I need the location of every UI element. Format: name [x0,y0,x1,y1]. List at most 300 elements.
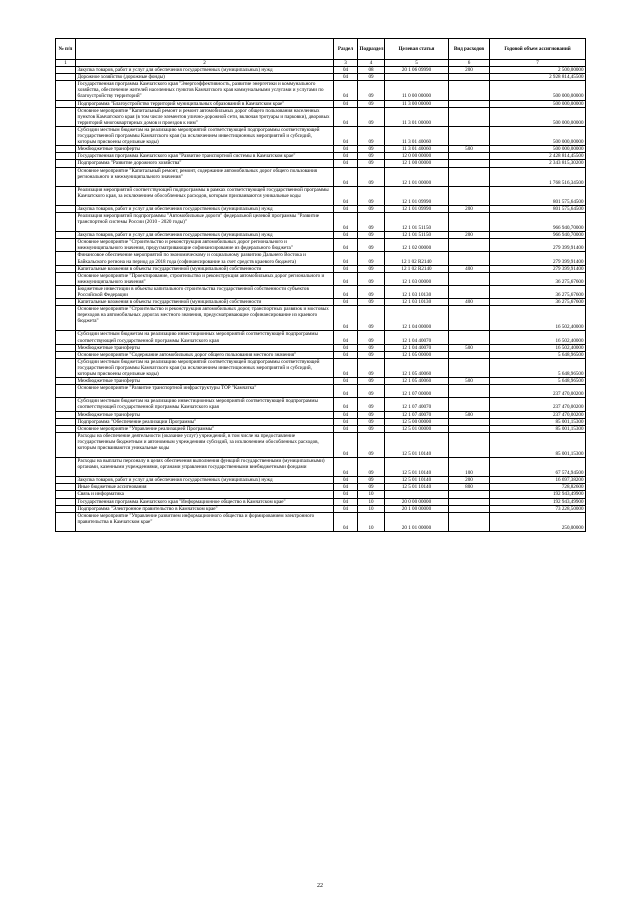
table-row [56,484,586,491]
num-cell [56,351,76,358]
row-amount: 500 000,00000 [490,146,586,153]
num-cell [56,512,76,531]
row-podrazdel: 09 [358,484,385,491]
row-expense-type [449,385,490,398]
num-cell [56,205,76,212]
table-row [56,331,586,344]
column-number: 3 [334,60,358,67]
row-target-item: 12 1 07 40070 [385,411,449,418]
header-razdel: Раздел [334,39,358,60]
row-amount: 279 399,91400 [490,239,586,252]
row-amount: 1 768 516,34500 [490,167,586,186]
header-expense-type: Вид расходов [449,39,490,60]
row-amount: 36 275,67600 [490,285,586,298]
row-podrazdel: 09 [358,344,385,351]
row-target-item: 12 1 01 09990 [385,205,449,212]
num-cell [56,126,76,145]
table-row [56,418,586,425]
row-amount: 966 940,70000 [490,232,586,239]
row-name: Субсидии местным бюджетам на реализацию инвестиционных мероприятий соответствующей подпрограммы соответствующей государственной программы Камчатского края [76,398,334,411]
row-target-item: 12 1 00 00000 [385,160,449,167]
row-amount: 966 940,70000 [490,212,586,231]
num-cell [56,252,76,265]
row-podrazdel: 09 [358,385,385,398]
row-expense-type: 200 [449,67,490,74]
row-razdel: 04 [334,100,358,107]
row-name: Подпрограмма "Электронное правительство в Камчатском крае" [76,505,334,512]
row-razdel: 04 [334,385,358,398]
row-amount: 67 574,94500 [490,458,586,477]
row-name: Государственная программа Камчатского края "Энергоэффективность, развитие энергетики и коммунального хозяйства, обеспечение жителей населенных пунктов Камчатского края коммунальными услугами и услугами по благоустройству территорий" [76,81,334,100]
row-razdel: 04 [334,498,358,505]
row-expense-type [449,74,490,81]
row-podrazdel: 09 [358,425,385,432]
row-target-item: 12 1 03 10130 [385,285,449,298]
row-name: Иные бюджетные ассигнования [76,484,334,491]
column-number-row [56,60,586,67]
num-cell [56,81,76,100]
row-target-item: 12 1 02 R2140 [385,252,449,265]
row-amount: 36 275,67600 [490,299,586,306]
row-name: Основное мероприятие "Проектирование, строительство и реконструкция автомобильных дорог регионального и межмуниципального значения" [76,272,334,285]
column-number: 4 [358,60,385,67]
row-target-item: 20 1 06 09990 [385,67,449,74]
row-name: Межбюджетные трансферты [76,378,334,385]
num-cell [56,458,76,477]
row-razdel: 04 [334,126,358,145]
row-expense-type [449,272,490,285]
row-razdel: 04 [334,425,358,432]
row-name: Расходы на обеспечение деятельности (оказание услуг) учреждений, в том числе на предоставление государственным бюджетным и автономным учреждениям субсидий, за исключением обособленных расходов, которым присваиваются уникальные коды [76,432,334,457]
column-number: 5 [385,60,449,67]
row-razdel: 04 [334,74,358,81]
table-row [56,107,586,126]
row-amount: 2 928 814,45500 [490,74,586,81]
row-podrazdel: 09 [358,146,385,153]
row-razdel: 04 [334,205,358,212]
row-expense-type [449,425,490,432]
row-expense-type [449,512,490,531]
row-amount: 279 399,91400 [490,252,586,265]
row-target-item: 12 1 03 10130 [385,299,449,306]
row-target-item: 20 0 00 00000 [385,498,449,505]
row-razdel: 04 [334,351,358,358]
row-amount: 2 500,00000 [490,67,586,74]
row-amount: 16 502,40000 [490,306,586,331]
row-amount: 5 648,96500 [490,358,586,377]
table-row [56,146,586,153]
row-podrazdel: 09 [358,153,385,160]
row-podrazdel: 08 [358,67,385,74]
row-podrazdel: 09 [358,398,385,411]
table-row [56,205,586,212]
table-row [56,351,586,358]
row-amount: 801 575,64500 [490,205,586,212]
row-name: Основное мероприятие "Управление реализацией Программы" [76,425,334,432]
row-target-item: 12 1 04 00000 [385,306,449,331]
row-podrazdel: 09 [358,351,385,358]
row-amount: 16 502,40000 [490,344,586,351]
row-target-item: 12 5 01 10140 [385,458,449,477]
table-row [56,512,586,531]
row-razdel: 04 [334,107,358,126]
row-target-item: 11 3 01 40060 [385,146,449,153]
num-cell [56,146,76,153]
num-cell [56,505,76,512]
row-podrazdel: 09 [358,306,385,331]
row-podrazdel: 09 [358,205,385,212]
row-name: Субсидии местным бюджетам на реализацию инвестиционных мероприятий соответствующей подпрограммы соответствующей государственной программы Камчатского края [76,331,334,344]
row-amount: 73 228,50000 [490,505,586,512]
row-name: Закупка товаров, работ и услуг для обеспечения государственных (муниципальных) нужд [76,67,334,74]
row-expense-type [449,432,490,457]
table-row [56,160,586,167]
row-podrazdel: 09 [358,411,385,418]
num-cell [56,491,76,498]
row-name: Основное мероприятие "Содержание автомобильных дорог общего пользования местного значения" [76,351,334,358]
table-row [56,265,586,272]
row-expense-type [449,160,490,167]
row-podrazdel: 09 [358,74,385,81]
row-expense-type [449,167,490,186]
row-target-item: 12 1 04 40070 [385,331,449,344]
row-podrazdel: 09 [358,272,385,285]
row-razdel: 04 [334,477,358,484]
row-amount: 192 943,49900 [490,491,586,498]
row-expense-type [449,212,490,231]
row-target-item: 12 5 01 00000 [385,425,449,432]
num-cell [56,498,76,505]
row-podrazdel: 09 [358,299,385,306]
row-name: Бюджетные инвестиции в объекты капитального строительства государственной собственности субъектов Российской Федерации [76,285,334,298]
row-expense-type: 800 [449,484,490,491]
row-name: Межбюджетные трансферты [76,146,334,153]
table-row [56,252,586,265]
row-podrazdel: 09 [358,252,385,265]
row-expense-type: 500 [449,411,490,418]
row-razdel: 04 [334,81,358,100]
row-amount: 5 648,96500 [490,378,586,385]
num-cell [56,186,76,205]
header-target-item: Целевая статья [385,39,449,60]
row-razdel: 04 [334,505,358,512]
row-amount: 192 943,49900 [490,498,586,505]
header-annual-amount: Годовой объем ассигнований [490,39,586,60]
row-amount: 500 000,00000 [490,100,586,107]
num-cell [56,285,76,298]
row-expense-type [449,239,490,252]
row-amount: 16 502,40000 [490,331,586,344]
row-target-item: 12 5 01 10140 [385,477,449,484]
row-target-item: 12 1 05 40060 [385,378,449,385]
row-podrazdel: 09 [358,81,385,100]
row-expense-type: 500 [449,146,490,153]
num-cell [56,418,76,425]
row-target-item: 12 1 05 00000 [385,351,449,358]
table-body [56,67,586,532]
row-expense-type [449,285,490,298]
row-target-item: 12 5 01 10140 [385,484,449,491]
row-podrazdel: 09 [358,285,385,298]
row-podrazdel: 09 [358,186,385,205]
row-name: Финансовое обеспечение мероприятий по экономическому и социальному развитию Дальнего Востока и Байкальского региона на период до 2018 года (софинансирование за счет средств краевого бюджета) [76,252,334,265]
row-razdel: 04 [334,146,358,153]
table-row [56,505,586,512]
table-row [56,385,586,398]
row-amount: 250,00000 [490,512,586,531]
row-razdel: 04 [334,306,358,331]
row-name: Закупка товаров, работ и услуг для обеспечения государственных (муниципальных) нужд [76,205,334,212]
table-row [56,126,586,145]
num-cell [56,153,76,160]
row-target-item: 12 1 07 00000 [385,385,449,398]
row-razdel: 04 [334,432,358,457]
row-expense-type [449,398,490,411]
num-cell [56,385,76,398]
row-podrazdel: 09 [358,212,385,231]
num-cell [56,358,76,377]
row-expense-type: 400 [449,299,490,306]
row-target-item [385,491,449,498]
table-row [56,299,586,306]
row-expense-type: 100 [449,458,490,477]
row-target-item: 11 3 01 40060 [385,126,449,145]
num-cell [56,160,76,167]
num-cell [56,398,76,411]
row-expense-type [449,418,490,425]
row-expense-type [449,126,490,145]
row-amount: 85 001,15300 [490,418,586,425]
row-expense-type [449,491,490,498]
row-target-item: 11 0 00 00000 [385,81,449,100]
row-razdel: 04 [334,160,358,167]
row-target-item: 12 1 07 40070 [385,398,449,411]
row-razdel: 04 [334,272,358,285]
row-amount: 237 470,00200 [490,385,586,398]
row-name: Расходы на выплаты персоналу в целях обеспечения выполнения функций государственными (муниципальными) органами, казенными учреждениями, органами управления государственными внебюджетными фондами [76,458,334,477]
row-name: Основное мероприятие "Управление развитием информационного общества и формированием электронного правительства в Камчатском крае" [76,512,334,531]
row-name: Реализация мероприятий подпрограммы "Автомобильные дороги" федеральной целевой программы "Развитие транспортной системы России (2010 - 2020 годы)" [76,212,334,231]
table-row [56,67,586,74]
column-number: 6 [449,60,490,67]
row-razdel: 04 [334,398,358,411]
table-row [56,167,586,186]
row-podrazdel: 09 [358,418,385,425]
row-podrazdel: 09 [358,378,385,385]
table-row [56,358,586,377]
row-razdel: 04 [334,418,358,425]
num-cell [56,425,76,432]
row-name: Основное мероприятие "Капитальный ремонт, ремонт, содержание автомобильных дорог общего пользования регионального и межмуниципального значения" [76,167,334,186]
row-name: Субсидии местным бюджетам на реализацию мероприятий соответствующей подпрограммы соответствующей государственной программы Камчатского края (за исключением инвестиционных мероприятий и субсидий, которым присвоены отдельные коды) [76,126,334,145]
num-cell [56,74,76,81]
table-row [56,272,586,285]
table-row [56,425,586,432]
row-target-item: 11 3 01 00000 [385,107,449,126]
header-number: № п/п [56,39,76,60]
num-cell [56,272,76,285]
row-name: Межбюджетные трансферты [76,344,334,351]
row-expense-type: 200 [449,205,490,212]
table-row [56,411,586,418]
table-row [56,458,586,477]
row-target-item: 12 1 01 09990 [385,186,449,205]
row-amount: 500 000,00000 [490,126,586,145]
row-name: Подпрограмма "Развитие дорожного хозяйства" [76,160,334,167]
row-expense-type [449,306,490,331]
row-target-item: 12 0 00 00000 [385,153,449,160]
row-name: Подпрограмма "Обеспечение реализации Программы" [76,418,334,425]
row-target-item: 12 5 00 00000 [385,418,449,425]
row-name: Капитальные вложения в объекты государственной (муниципальной) собственности [76,299,334,306]
row-name: Основное мероприятие "Развитие транспортной инфраструктуры ТОР "Камчатка" [76,385,334,398]
row-razdel: 04 [334,491,358,498]
row-target-item: 12 1 01 51150 [385,212,449,231]
row-podrazdel: 09 [358,160,385,167]
row-razdel: 04 [334,299,358,306]
header-name [76,39,334,60]
row-expense-type: 500 [449,378,490,385]
row-expense-type [449,505,490,512]
row-podrazdel: 09 [358,239,385,252]
table-row [56,491,586,498]
row-amount: 2 343 815,30200 [490,160,586,167]
row-razdel: 04 [334,232,358,239]
row-amount: 36 275,67600 [490,272,586,285]
page-number: 22 [317,883,323,889]
row-expense-type [449,100,490,107]
row-amount: 5 648,96500 [490,351,586,358]
row-expense-type [449,358,490,377]
num-cell [56,167,76,186]
row-podrazdel: 09 [358,265,385,272]
header-row [56,39,586,60]
num-cell [56,212,76,231]
num-cell [56,67,76,74]
row-razdel: 04 [334,167,358,186]
row-name: Закупка товаров, работ и услуг для обеспечения государственных (муниципальных) нужд [76,477,334,484]
table-row [56,239,586,252]
table-row [56,498,586,505]
row-target-item: 12 1 02 R2140 [385,265,449,272]
row-expense-type [449,186,490,205]
row-razdel: 04 [334,186,358,205]
row-name: Подпрограмма "Благоустройство территорий муниципальных образований в Камчатском крае" [76,100,334,107]
row-podrazdel: 09 [358,107,385,126]
row-amount: 801 575,64500 [490,186,586,205]
row-razdel: 04 [334,458,358,477]
row-target-item: 12 1 01 51150 [385,232,449,239]
row-podrazdel: 09 [358,232,385,239]
row-name: Капитальные вложения в объекты государственной (муниципальной) собственности [76,265,334,272]
row-razdel: 04 [334,512,358,531]
row-expense-type: 200 [449,477,490,484]
row-target-item: 12 5 01 10140 [385,432,449,457]
column-number: 1 [56,60,76,67]
table-row [56,285,586,298]
row-target-item: 12 1 01 00000 [385,167,449,186]
row-podrazdel: 09 [358,358,385,377]
row-razdel: 04 [334,239,358,252]
num-cell [56,477,76,484]
table-row [56,153,586,160]
row-razdel: 04 [334,252,358,265]
row-razdel: 04 [334,212,358,231]
row-name: Дорожное хозяйство (дорожные фонды) [76,74,334,81]
table-row [56,432,586,457]
row-name: Субсидии местным бюджетам на реализацию мероприятий соответствующей подпрограммы соответствующей государственной программы Камчатского края (за исключением инвестиционных мероприятий и субсидий, которым присвоены отдельные коды) [76,358,334,377]
row-podrazdel: 10 [358,498,385,505]
row-name: Связь и информатика [76,491,334,498]
row-amount: 728,82600 [490,484,586,491]
row-razdel: 04 [334,484,358,491]
row-name: Основное мероприятие "Строительство и реконструкция автомобильных дорог, транспортных развязок и мостовых переходов на автомобильных дорогах местного значения, предусматривающие софинансирование из краевого бюджета" [76,306,334,331]
table-row [56,306,586,331]
table-row [56,186,586,205]
row-expense-type [449,107,490,126]
row-razdel: 04 [334,265,358,272]
num-cell [56,331,76,344]
row-expense-type: 400 [449,265,490,272]
table-row [56,212,586,231]
row-name: Государственная программа Камчатского края "Развитие транспортной системы в Камчатском крае" [76,153,334,160]
row-name: Основное мероприятие "Строительство и реконструкция автомобильных дорог регионального и межмуниципального значения, предусматривающие софинансирование из федерального бюджета" [76,239,334,252]
row-razdel: 04 [334,378,358,385]
row-name: Государственная программа Камчатского края "Информационное общество в Камчатском крае" [76,498,334,505]
row-razdel: 04 [334,331,358,344]
row-expense-type [449,153,490,160]
row-amount: 2 428 814,45500 [490,153,586,160]
row-razdel: 04 [334,411,358,418]
row-target-item: 20 1 01 00000 [385,512,449,531]
table-row [56,74,586,81]
row-expense-type [449,351,490,358]
num-cell [56,484,76,491]
row-amount: 85 001,15300 [490,432,586,457]
header-podrazdel: Подраздел [358,39,385,60]
num-cell [56,378,76,385]
row-target-item: 12 1 03 00000 [385,272,449,285]
row-expense-type [449,81,490,100]
table-row [56,378,586,385]
table-row [56,398,586,411]
num-cell [56,265,76,272]
row-expense-type: 200 [449,232,490,239]
row-podrazdel: 10 [358,491,385,498]
row-name: Реализация мероприятий соответствующей подпрограммы в рамках соответствующей государственной программы Камчатского края, за исключением обособленных расходов, которым присваиваются уникальные коды [76,186,334,205]
row-amount: 279 399,91400 [490,265,586,272]
row-podrazdel: 09 [358,100,385,107]
row-razdel: 04 [334,344,358,351]
row-amount: 237 470,00200 [490,411,586,418]
row-target-item [385,74,449,81]
row-amount: 16 697,38200 [490,477,586,484]
row-amount: 85 001,15300 [490,425,586,432]
num-cell [56,107,76,126]
table-row [56,344,586,351]
row-target-item: 12 1 05 40060 [385,358,449,377]
num-cell [56,344,76,351]
num-cell [56,306,76,331]
num-cell [56,411,76,418]
row-razdel: 04 [334,358,358,377]
row-amount: 500 000,00000 [490,81,586,100]
row-expense-type: 500 [449,344,490,351]
budget-table [55,38,586,532]
num-cell [56,432,76,457]
row-razdel: 04 [334,67,358,74]
row-razdel: 04 [334,153,358,160]
